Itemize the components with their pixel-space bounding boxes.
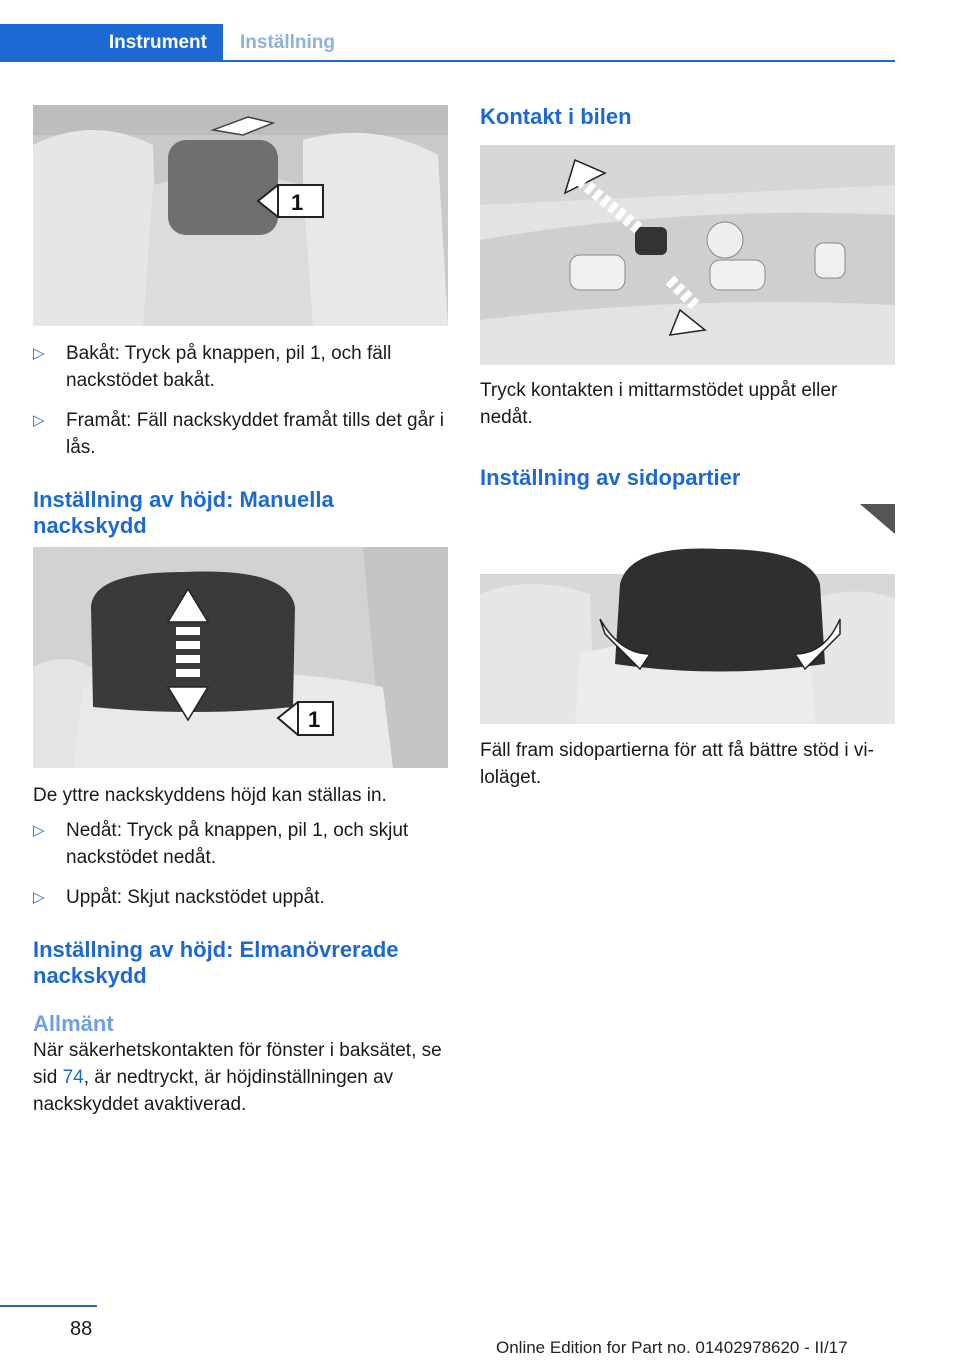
page-number: 88 — [70, 1318, 93, 1340]
list-item — [33, 817, 448, 871]
bullet-text: Uppåt: Skjut nackstödet uppåt. — [66, 887, 325, 908]
bullet-text: Nedåt: Tryck på knappen, pil 1, och skjut nackstödet nedåt. — [66, 820, 409, 868]
tab-installning[interactable]: Inställning — [240, 32, 335, 53]
right-column-bottom — [480, 737, 895, 791]
list-item — [33, 407, 448, 461]
bullet-triangle-icon: ▷ — [33, 345, 45, 362]
callout-1-fig1: 1 — [291, 190, 304, 215]
header-rule — [223, 60, 895, 62]
heading-contact: Kontakt i bilen — [480, 104, 632, 129]
bullet-triangle-icon: ▷ — [33, 412, 45, 429]
figure-headrest-height — [33, 547, 448, 768]
contact-text: Tryck kontakten i mittarmstödet uppåt eller nedåt. — [480, 380, 838, 428]
bullet-triangle-icon: ▷ — [33, 822, 45, 839]
page-number-rule — [0, 1305, 97, 1307]
bullet-text: Framåt: Fäll nackskyddet framåt tills det går i lås. — [66, 410, 445, 458]
list-item — [33, 340, 448, 394]
tab-instrument[interactable]: Instrument — [0, 24, 223, 62]
right-column-top — [480, 104, 895, 130]
footer-edition: Online Edition for Part no. 01402978620 - II/17 — [496, 1338, 848, 1357]
bullet-text: Bakåt: Tryck på knappen, pil 1, och fäll nackstödet bakåt. — [66, 343, 392, 391]
left-column-top — [33, 340, 448, 539]
heading-manual: Inställning av höjd: Manuella nackskydd — [33, 487, 334, 538]
heading-electric: Inställning av höjd: Elmanövrerade nackskydd — [33, 937, 399, 988]
figure-side-wings — [480, 504, 895, 724]
page-link[interactable]: 74 — [62, 1067, 84, 1088]
right-column-middle — [480, 377, 895, 491]
figure-headrest-fold — [33, 105, 448, 326]
side-text: Fäll fram sidopartierna för att få bättre stöd i viloläget. — [480, 740, 874, 788]
bullet-triangle-icon: ▷ — [33, 889, 45, 906]
figure-switch — [480, 145, 895, 365]
list-item — [33, 884, 448, 911]
manual-intro: De yttre nackskyddens höjd kan ställas in. — [33, 785, 387, 806]
callout-1-fig2: 1 — [308, 707, 321, 732]
header-tabs — [0, 24, 895, 62]
heading-side: Inställning av sidopartier — [480, 465, 741, 490]
subheading-general: Allmänt — [33, 1011, 114, 1036]
left-column-bottom — [33, 782, 448, 1118]
general-paragraph: När säkerhetskontakten för fönster i baksätet, se sid 74, är nedtryckt, är höjdinställningen av nackskyddet avaktiverad. — [33, 1040, 442, 1115]
